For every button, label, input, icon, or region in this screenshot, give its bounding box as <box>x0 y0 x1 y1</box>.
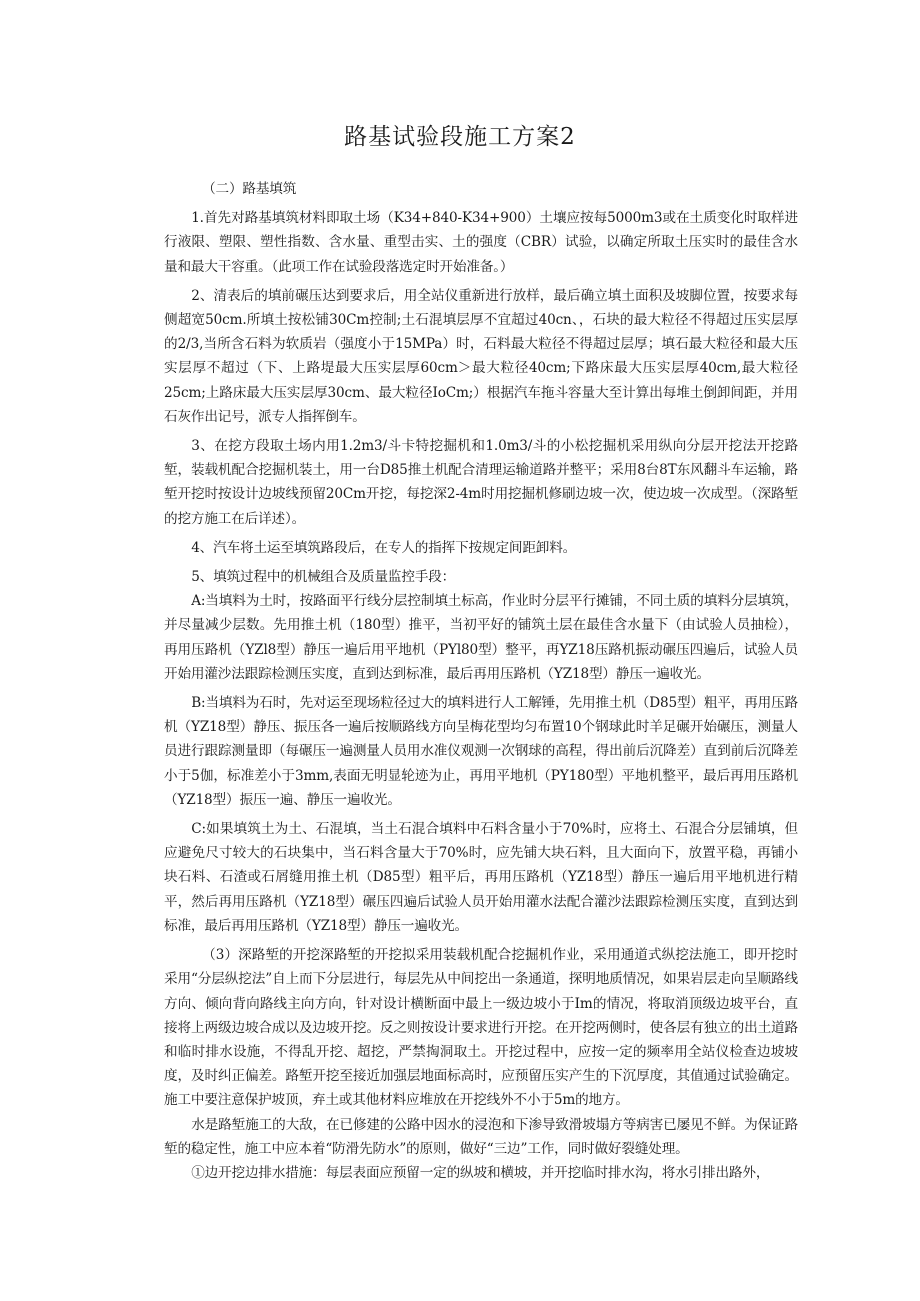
paragraph-section-heading: （二）路基填筑 <box>202 181 297 197</box>
document-body <box>164 177 798 1185</box>
paragraph-a: A:当填料为土时，按路面平行线分层控制填土标高，作业时分层平行摊铺，不同土质的填料分层填筑，并尽量减少层数。先用推土机（180型）推平，当初平好的铺筑土层在最佳含水量下（由试验人员抽检），再用压路机（YZl8型）静压一遍后用平地机（PYl80型）整平，再YZ18压路机振动碾压四遍后，试验人员开始用灌沙法跟踪检测压实度，直到达到标准，最后再用压路机（YZ18型）静压一遍收光。 <box>164 593 798 682</box>
document-title: 路基试验段施工方案2 <box>344 124 576 150</box>
paragraph-4: 4、汽车将土运至填筑路段后，在专人的指挥下按规定间距卸料。 <box>191 539 577 556</box>
paragraph-b: B:当填料为石时，先对运至现场粒径过大的填料进行人工解锤，先用推土机（D85型）粗平，再用压路机（YZ18型）静压、振压各一遍后按顺路线方向呈梅花型均匀布置10个钢球此时羊足碾开始碾压，测量人员进行跟踪测量即（每碾压一遍测量人员用水准仪观测一次钢球的高程，得出前后沉降差）直到前后沉降差小于5伽，标准差小于3mm,表面无明显轮迹为止，再用平地机（PY180型）平地机整平，最后再用压路机（YZ18型）振压一遍、静压一遍收光。 <box>164 695 798 808</box>
paragraph-water: 水是路堑施工的大敌，在已修建的公路中因水的浸泡和下渗导致滑坡塌方等病害已屡见不鲜。为保证路堑的稳定性，施工中应本着“防滑先防水”的原则，做好“三边”工作，同时做好裂缝处理。 <box>164 1116 798 1157</box>
paragraph-deep-cut: （3）深路堑的开挖深路堑的开挖拟采用装载机配合挖掘机作业，采用通道式纵挖法施工，即开挖时采用“分层纵挖法”自上而下分层进行，每层先从中间挖出一条通道，探明地质情况，如果岩层走向呈顺路线方向、倾向背向路线主向方向，针对设计横断面中最上一级边坡小于Im的情况，将取消顶级边坡平台，直接将上两级边坡合成以及边坡开挖。反之则按设计要求进行开挖。在开挖两侧时，使各层有独立的出土道路和临时排水设施，不得乱开挖、超挖，严禁掏洞取土。开挖过程中，应按一定的频率用全站仪检查边坡坡度，及时纠正偏差。路堑开挖至接近加强层地面标高时，应预留压实产生的下沉厚度，其值通过试验确定。施工中要注意保护坡顶，弃土或其他材料应堆放在开挖线外不小于5m的地方。 <box>164 947 798 1109</box>
paragraph-5: 5、填筑过程中的机械组合及质量监控手段： <box>191 569 456 586</box>
paragraph-1: 1.首先对路基填筑材料即取土场（K34+840-K34+900）土壤应按每5000m3或在土质变化时取样进行液限、塑限、塑性指数、含水量、重型击实、土的强度（CBR）试验，以确定所取土压实时的最佳含水量和最大干容重。（此项工作在试验段落选定时开始准备。） <box>164 210 798 275</box>
paragraph-c: C:如果填筑土为土、石混填，当土石混合填料中石料含量小于70%时，应将土、石混合分层铺填，但应避免尺寸较大的石块集中，当石料含量大于70%时，应先铺大块石料，且大面向下，放置平稳，再铺小块石料、石渣或石屑缝用推土机（D85型）粗平后，再用压路机（YZ18型）静压一遍后用平地机进行精平，然后再用压路机（YZ18型）碾压四遍后试验人员开始用灌水法配合灌沙法跟踪检测压实度，直到达到标准，最后再用压路机（YZ18型）静压一遍收光。 <box>164 821 798 934</box>
paragraph-drainage: ①边开挖边排水措施：每层表面应预留一定的纵坡和横坡，并开挖临时排水沟，将水引排出路外， <box>191 1164 770 1181</box>
paragraph-3: 3、在挖方段取土场内用1.2m3/斗卡特挖掘机和1.0m3/斗的小松挖掘机采用纵向分层开挖法开挖路堑，装载机配合挖掘机装土，用一台D85推土机配合清理运输道路并整平；采用8台8T东风翻斗车运输，路堑开挖时按设计边坡线预留20Cm开挖，每挖深2-4m时用挖掘机修刷边坡一次，使边坡一次成型。（深路堑的挖方施工在后详述）。 <box>164 438 798 527</box>
paragraph-2: 2、清表后的填前碾压达到要求后，用全站仪重新进行放样，最后确立填土面积及坡脚位置，按要求每侧超宽50cm.所填土按松铺30Cm控制;土石混填层厚不宜超过40cn、，石块的最大粒径不得超过压实层厚的2/3,当所含石料为软质岩（强度小于15MPa）时，石料最大粒径不得超过层厚；填石最大粒径和最大压实层厚不超过（下、上路堤最大压实层厚60cm＞最大粒径40cm;下路床最大压实层厚40cm,最大粒径25cm;上路床最大压实层厚30cm、最大粒径IoCm;）根据汽车拖斗容量大至计算出每堆土倒卸间距，并用石灰作出记号，派专人指挥倒车。 <box>164 287 798 425</box>
